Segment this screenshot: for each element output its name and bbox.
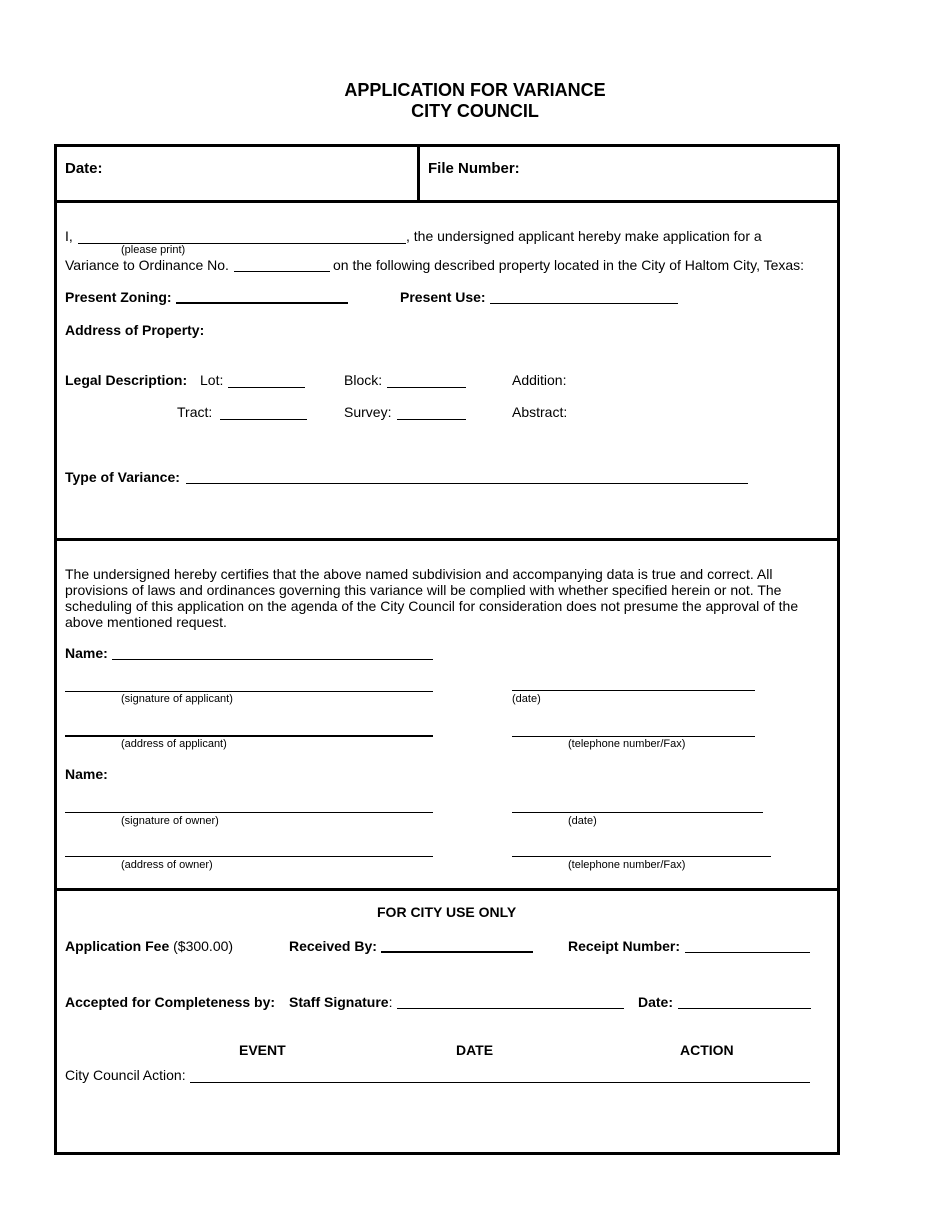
ordinance-number-field[interactable] <box>234 271 330 272</box>
header-divider <box>417 144 420 202</box>
present-zoning-label: Present Zoning: <box>65 289 172 305</box>
present-use-label: Present Use: <box>400 289 486 305</box>
staff-signature-field[interactable] <box>397 1008 624 1009</box>
legal-description-label: Legal Description: <box>65 372 188 388</box>
council-action-label: City Council Action: <box>65 1067 186 1083</box>
signature-applicant-caption: (signature of applicant) <box>121 693 233 705</box>
owner-signature-field[interactable] <box>65 812 433 813</box>
application-fee <box>65 938 233 954</box>
city-use-heading: FOR CITY USE ONLY <box>377 904 517 920</box>
survey-field[interactable] <box>397 419 466 420</box>
present-zoning-field[interactable] <box>176 302 348 304</box>
staff-signature <box>289 994 392 1010</box>
staff-signature-colon: : <box>388 994 393 1010</box>
type-of-variance-field[interactable] <box>186 483 748 484</box>
applicant-print-name-field[interactable] <box>112 659 433 660</box>
application-fee-amount: ($300.00) <box>173 938 234 954</box>
lot-label: Lot: <box>200 372 224 388</box>
address-applicant-caption: (address of applicant) <box>121 738 227 750</box>
block-label: Block: <box>344 372 383 388</box>
owner-date-field[interactable] <box>512 812 763 813</box>
please-print-caption: (please print) <box>121 244 186 256</box>
applicant-telephone-caption: (telephone number/Fax) <box>568 738 686 750</box>
date-header: DATE <box>456 1042 494 1058</box>
address-owner-caption: (address of owner) <box>121 859 213 871</box>
received-by-label: Received By: <box>289 938 377 954</box>
section-divider-1 <box>54 200 840 203</box>
section-divider-3 <box>54 888 840 891</box>
receipt-number-field[interactable] <box>685 952 810 953</box>
survey-label: Survey: <box>344 404 392 420</box>
event-header: EVENT <box>239 1042 286 1058</box>
signature-owner-caption: (signature of owner) <box>121 815 219 827</box>
file-number-label: File Number: <box>428 160 520 177</box>
receipt-number-label: Receipt Number: <box>568 938 681 954</box>
tract-field[interactable] <box>220 419 307 420</box>
section-divider-2 <box>54 538 840 541</box>
addition-label: Addition: <box>512 372 567 388</box>
applicant-intro-end: , the undersigned applicant hereby make application for a <box>406 228 762 244</box>
staff-signature-label: Staff Signature <box>289 994 389 1010</box>
owner-address-field[interactable] <box>65 856 433 857</box>
abstract-label: Abstract: <box>512 404 568 420</box>
lot-field[interactable] <box>228 387 305 388</box>
date-label: Date: <box>65 160 103 177</box>
council-action-field[interactable] <box>190 1082 810 1083</box>
address-of-property-label: Address of Property: <box>65 322 205 338</box>
ordinance-text-end: on the following described property located in the City of Haltom City, Texas: <box>333 257 805 273</box>
tract-label: Tract: <box>177 404 213 420</box>
applicant-date-field[interactable] <box>512 690 755 691</box>
page-title: APPLICATION FOR VARIANCE <box>344 80 606 100</box>
owner-telephone-caption: (telephone number/Fax) <box>568 859 686 871</box>
applicant-telephone-field[interactable] <box>512 736 755 737</box>
city-date-field[interactable] <box>678 1008 811 1009</box>
received-by-field[interactable] <box>381 951 533 953</box>
ordinance-text: Variance to Ordinance No. <box>65 257 229 273</box>
applicant-intro: I, <box>65 228 73 244</box>
page-subtitle: CITY COUNCIL <box>411 101 539 121</box>
applicant-date-caption: (date) <box>512 693 541 705</box>
accepted-label: Accepted for Completeness by: <box>65 994 276 1010</box>
owner-name-label: Name: <box>65 766 108 782</box>
present-use-field[interactable] <box>490 303 678 304</box>
certification-paragraph: The undersigned hereby certifies that the above named subdivision and accompanying data is true and correct. All provisions of laws and ordinances governing this variance will be complied with whether specified herein or not. The scheduling of this application on the agenda of the City Council for consideration does not presume the approval of the above mentioned request. <box>65 566 799 630</box>
type-of-variance-label: Type of Variance: <box>65 469 180 485</box>
applicant-signature-field[interactable] <box>65 691 433 692</box>
action-header: ACTION <box>680 1042 734 1058</box>
applicant-address-field[interactable] <box>65 735 433 737</box>
owner-date-caption: (date) <box>568 815 597 827</box>
applicant-name-label: Name: <box>65 645 108 661</box>
city-date-label: Date: <box>638 994 674 1010</box>
owner-telephone-field[interactable] <box>512 856 771 857</box>
block-field[interactable] <box>387 387 466 388</box>
application-fee-label: Application Fee <box>65 938 170 954</box>
